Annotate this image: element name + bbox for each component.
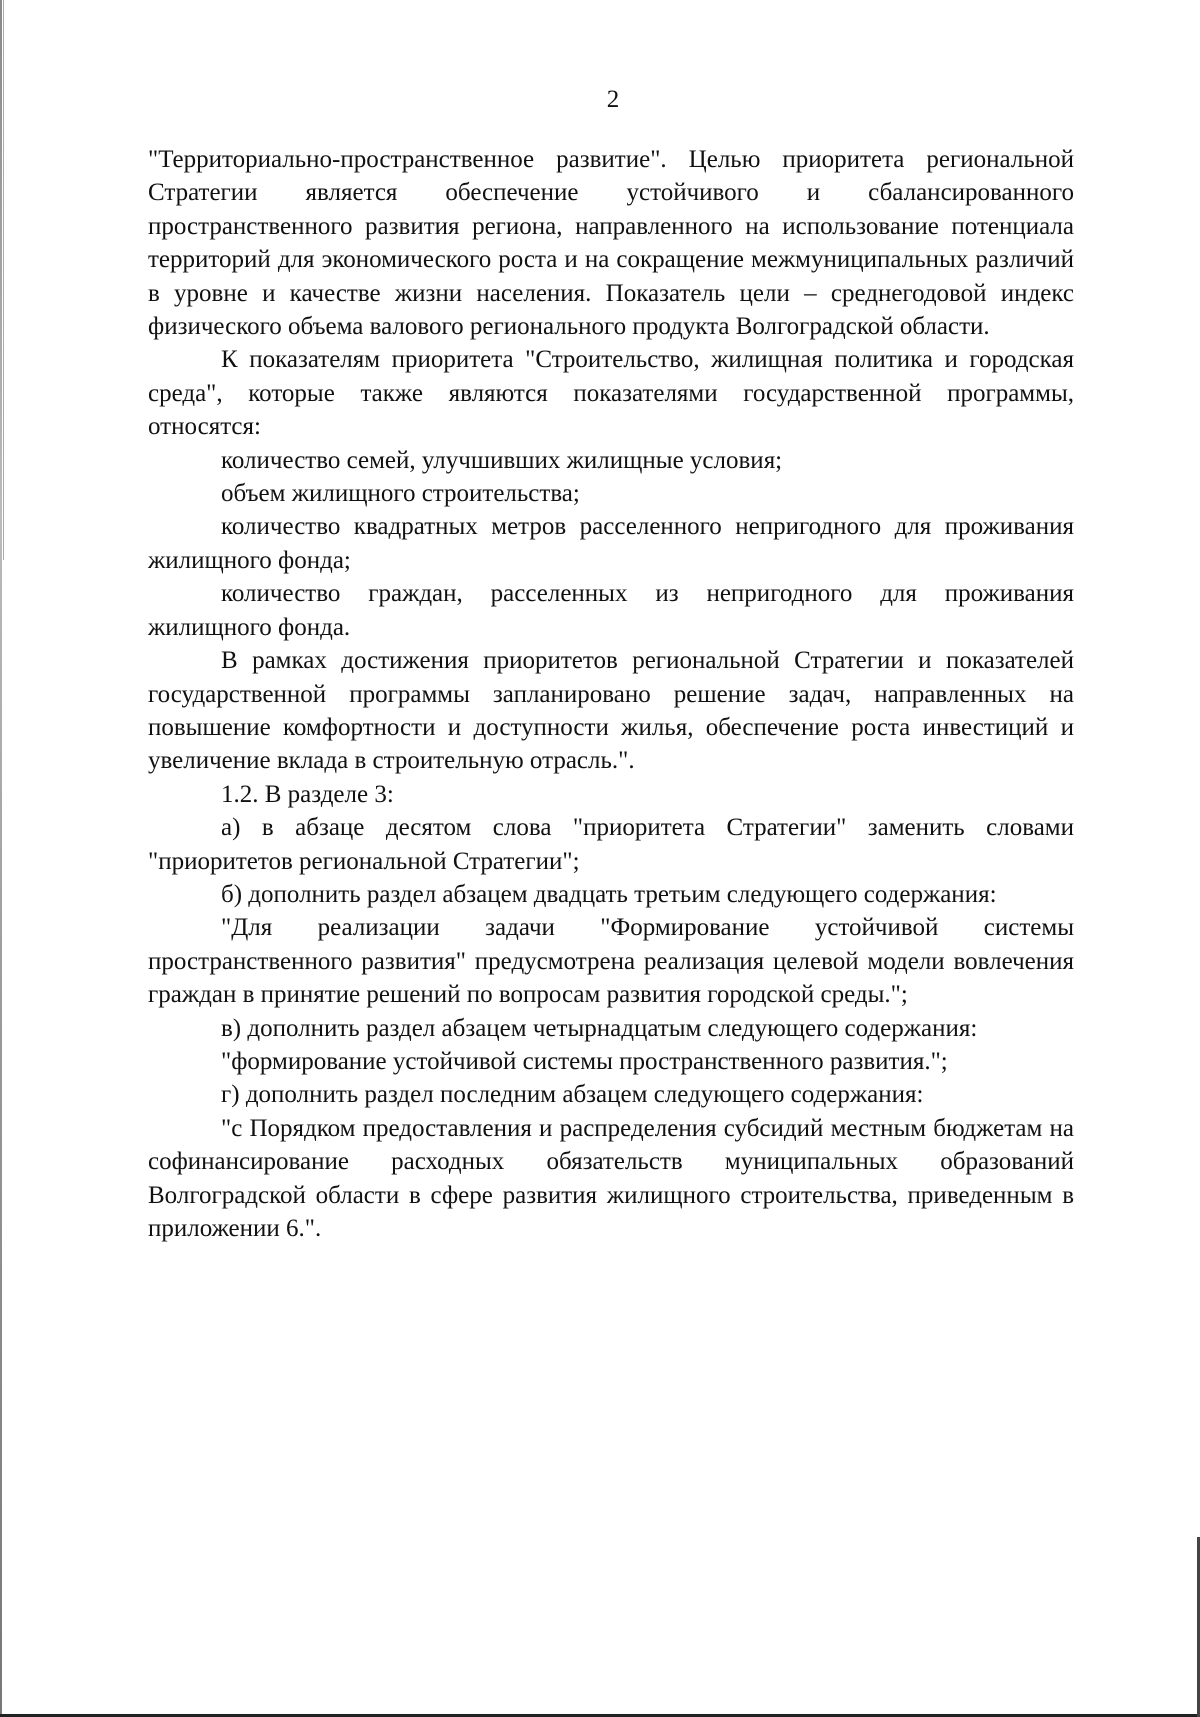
- paragraph-indicator-citizens: количество граждан, расселенных из непригодного для проживания жилищного фонда.: [148, 580, 1074, 641]
- document-body: [148, 143, 1074, 1245]
- scan-edge-left: [0, 0, 2, 1717]
- paragraph-item-g: г) дополнить раздел последним абзацем следующего содержания:: [221, 1081, 924, 1109]
- page-number: 2: [606, 86, 620, 113]
- paragraph-tasks: В рамках достижения приоритетов региональной Стратегии и показателей государственной программы запланировано решение задач, направленных на повышение комфортности и доступности жилья, обеспечение роста инвестиций и увеличение вклада в строительную отрасль.".: [148, 647, 1074, 775]
- paragraph-item-v-quote: "формирование устойчивой системы пространственного развития.";: [221, 1047, 948, 1075]
- paragraph-section-3-heading: 1.2. В разделе 3:: [221, 780, 394, 808]
- paragraph-item-a: а) в абзаце десятом слова "приоритета Стратегии" заменить словами "приоритетов региональной Стратегии";: [148, 814, 1074, 875]
- paragraph-item-b-quote: "Для реализации задачи "Формирование устойчивой системы пространственного развития" предусмотрена реализация целевой модели вовлечения граждан в принятие решений по вопросам развития городской среды.";: [148, 914, 1074, 1009]
- paragraph-indicator-families: количество семей, улучшивших жилищные условия;: [221, 446, 783, 474]
- paragraph-item-g-quote: "с Порядком предоставления и распределения субсидий местным бюджетам на софинансирование расходных обязательств муниципальных образований Волгоградской области в сфере развития жилищного строительства, приведенным в приложении 6.".: [148, 1114, 1074, 1242]
- paragraph-item-b: б) дополнить раздел абзацем двадцать третьим следующего содержания:: [221, 880, 997, 908]
- paragraph-item-v: в) дополнить раздел абзацем четырнадцатым следующего содержания:: [221, 1014, 978, 1042]
- paragraph-territorial-priority: "Территориально-пространственное развитие". Целью приоритета региональной Стратегии является обеспечение устойчивого и сбалансированного пространственного развития региона, направленного на использование потенциала территорий для экономического роста и на сокращение межмуниципальных различий в уровне и качестве жизни населения. Показатель цели – среднегодовой индекс физического объема валового регионального продукта Волгоградской области.: [148, 146, 1074, 341]
- paragraph-indicator-volume: объем жилищного строительства;: [221, 480, 580, 508]
- scan-edge-left-secondary: [3, 0, 4, 560]
- paragraph-construction-indicators: К показателям приоритета "Строительство, жилищная политика и городская среда", которые также являются показателями государственной программы, относятся:: [148, 346, 1074, 441]
- paragraph-indicator-square-meters: количество квадратных метров расселенного непригодного для проживания жилищного фонда;: [148, 513, 1074, 574]
